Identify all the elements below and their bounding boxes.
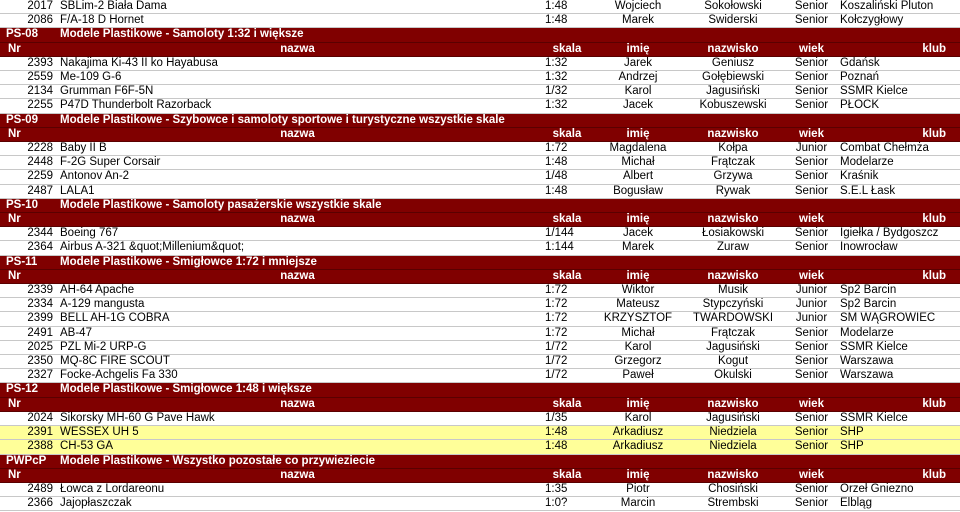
cell-klub: ŚSMR Kielce [837,85,960,99]
cell-klub: Modelarze [837,326,960,340]
cell-nr: 2364 [0,241,57,255]
cell-nazwisko: Jagusiński [680,85,786,99]
cell-imie: Magdalena [596,142,680,156]
cell-nazwa: SBLim-2 Biała Dama [57,0,538,14]
cell-nr: 2024 [0,411,57,425]
cell-imie: Wojciech [596,0,680,14]
category-row [0,454,960,468]
header-nazwisko: nazwisko [680,468,786,482]
header-nazwisko: nazwisko [680,127,786,141]
header-klub: klub [837,42,960,56]
cell-nr: 2350 [0,355,57,369]
cell-wiek: Senior [786,426,837,440]
cell-skala: 1:72 [538,142,596,156]
table-row [0,85,960,99]
cell-wiek: Senior [786,241,837,255]
header-skala: skala [538,42,596,56]
cell-nazwisko: Niedziela [680,440,786,454]
header-wiek: wiek [786,468,837,482]
cell-klub: Koszaliński Pluton [837,0,960,14]
table-row [0,56,960,70]
cell-wiek: Junior [786,284,837,298]
cell-imie: Michał [596,156,680,170]
cell-wiek: Senior [786,71,837,85]
cell-nr: 2487 [0,184,57,198]
cell-imie: Jacek [596,99,680,113]
cell-wiek: Senior [786,355,837,369]
category-code: PWPcP [0,454,57,468]
header-imie: imię [596,468,680,482]
table-row [0,411,960,425]
cell-nazwisko: Rywak [680,184,786,198]
category-title: Modele Plastikowe - Samoloty pasażerskie wszystkie skale [57,198,960,212]
table-row [0,355,960,369]
cell-nazwisko: Frątczak [680,156,786,170]
cell-skala: 1:48 [538,426,596,440]
cell-nazwa: F-2G Super Corsair [57,156,538,170]
cell-klub: SM WĄGROWIEC [837,312,960,326]
column-header-row [0,269,960,283]
cell-klub: Sp2 Barcin [837,284,960,298]
header-nazwisko: nazwisko [680,397,786,411]
table-row [0,497,960,511]
cell-nazwa: P47D Thunderbolt Razorback [57,99,538,113]
column-header-row [0,468,960,482]
header-imie: imię [596,397,680,411]
cell-imie: Karol [596,411,680,425]
column-header-row [0,213,960,227]
cell-wiek: Senior [786,156,837,170]
column-header-row [0,42,960,56]
category-code: PS-11 [0,255,57,269]
cell-nr: 2025 [0,340,57,354]
table-row [0,99,960,113]
category-title: Modele Plastikowe - Śmigłowce 1:72 i mniejsze [57,255,960,269]
cell-nazwa: F/A-18 D Hornet [57,14,538,28]
header-wiek: wiek [786,127,837,141]
cell-klub: Modelarze [837,156,960,170]
cell-nr: 2489 [0,482,57,496]
cell-wiek: Senior [786,56,837,70]
table-row [0,312,960,326]
cell-nr: 2327 [0,369,57,383]
column-header-row [0,127,960,141]
cell-imie: Piotr [596,482,680,496]
cell-nazwa: CH-53 GA [57,440,538,454]
cell-skala: 1/35 [538,411,596,425]
cell-klub: SHP [837,440,960,454]
cell-nazwa: Me-109 G-6 [57,71,538,85]
cell-wiek: Senior [786,440,837,454]
header-wiek: wiek [786,42,837,56]
cell-nazwisko: TWARDOWSKI [680,312,786,326]
category-row [0,383,960,397]
cell-skala: 1:48 [538,14,596,28]
header-nazwisko: nazwisko [680,213,786,227]
cell-imie: Paweł [596,369,680,383]
cell-nazwisko: Kołpa [680,142,786,156]
cell-wiek: Junior [786,142,837,156]
cell-klub: Warszawa [837,355,960,369]
cell-imie: Karol [596,85,680,99]
cell-imie: Albert [596,170,680,184]
cell-skala: 1:144 [538,241,596,255]
cell-klub: Kraśnik [837,170,960,184]
cell-skala: 1:0? [538,497,596,511]
table-row [0,440,960,454]
cell-nazwa: AB-47 [57,326,538,340]
cell-skala: 1/48 [538,170,596,184]
cell-imie: Michał [596,326,680,340]
cell-nazwisko: Łosiakowski [680,227,786,241]
cell-wiek: Senior [786,497,837,511]
cell-klub: Inowrocław [837,241,960,255]
cell-wiek: Junior [786,312,837,326]
cell-nazwa: MQ-8C FIRE SCOUT [57,355,538,369]
category-title: Modele Plastikowe - Samoloty 1:32 i większe [57,28,960,42]
header-wiek: wiek [786,269,837,283]
cell-imie: Marek [596,241,680,255]
header-nazwa: nazwa [57,213,538,227]
header-klub: klub [837,397,960,411]
cell-imie: Karol [596,340,680,354]
cell-klub: SHP [837,426,960,440]
table-row [0,284,960,298]
cell-skala: 1:35 [538,482,596,496]
cell-skala: 1:72 [538,312,596,326]
cell-imie: Arkadiusz [596,440,680,454]
cell-nazwisko: Geniusz [680,56,786,70]
cell-wiek: Senior [786,0,837,14]
cell-nr: 2491 [0,326,57,340]
category-row [0,198,960,212]
cell-nazwa: Jajopłaszczak [57,497,538,511]
cell-nazwisko: Chosiński [680,482,786,496]
cell-klub: Warszawa [837,369,960,383]
cell-imie: Jarek [596,56,680,70]
cell-nr: 2259 [0,170,57,184]
cell-imie: Marcin [596,497,680,511]
cell-skala: 1:72 [538,298,596,312]
cell-nr: 2559 [0,71,57,85]
cell-klub: Gdańsk [837,56,960,70]
cell-skala: 1:48 [538,156,596,170]
cell-klub: ŚSMR Kielce [837,411,960,425]
cell-nazwisko: Gołębiewski [680,71,786,85]
cell-imie: Marek [596,14,680,28]
cell-nr: 2228 [0,142,57,156]
header-nr: Nr [0,213,57,227]
table-row [0,227,960,241]
category-row [0,255,960,269]
table-row [0,298,960,312]
cell-nazwa: Focke-Achgelis Fa 330 [57,369,538,383]
cell-wiek: Senior [786,99,837,113]
cell-nazwisko: Kogut [680,355,786,369]
cell-skala: 1:72 [538,326,596,340]
cell-wiek: Senior [786,170,837,184]
cell-wiek: Senior [786,369,837,383]
cell-imie: KRZYSZTOF [596,312,680,326]
cell-nazwa: PZL Mi-2 URP-G [57,340,538,354]
cell-skala: 1/72 [538,340,596,354]
table-row [0,340,960,354]
cell-nazwa: Sikorsky MH-60 G Pave Hawk [57,411,538,425]
cell-nazwisko: Jagusiński [680,411,786,425]
column-header-row [0,397,960,411]
cell-nr: 2086 [0,14,57,28]
table-row [0,156,960,170]
cell-wiek: Senior [786,227,837,241]
cell-nazwisko: Świderski [680,14,786,28]
category-code: PS-08 [0,28,57,42]
cell-nr: 2391 [0,426,57,440]
cell-nazwisko: Niedziela [680,426,786,440]
table-row [0,184,960,198]
cell-imie: Grzegorz [596,355,680,369]
cell-nr: 2388 [0,440,57,454]
header-klub: klub [837,269,960,283]
cell-nazwisko: Grzywa [680,170,786,184]
header-skala: skala [538,269,596,283]
cell-nazwisko: Jagusiński [680,340,786,354]
cell-klub: Sp2 Barcin [837,298,960,312]
header-imie: imię [596,127,680,141]
table-row [0,170,960,184]
cell-nazwa: A-129 mangusta [57,298,538,312]
category-title: Modele Plastikowe - Wszystko pozostałe co przywieziecie [57,454,960,468]
cell-nazwa: Airbus A-321 &quot;Millenium&quot; [57,241,538,255]
header-nazwisko: nazwisko [680,269,786,283]
cell-nazwa: Łowca z Lordareonu [57,482,538,496]
table-row [0,0,960,14]
cell-nr: 2017 [0,0,57,14]
cell-imie: Andrzej [596,71,680,85]
category-row [0,28,960,42]
header-nr: Nr [0,127,57,141]
cell-skala: 1/72 [538,369,596,383]
header-nr: Nr [0,397,57,411]
cell-klub: Combat Chełmża [837,142,960,156]
cell-nazwa: LALA1 [57,184,538,198]
cell-wiek: Senior [786,14,837,28]
cell-nr: 2134 [0,85,57,99]
cell-klub: S.E.L Łask [837,184,960,198]
cell-nr: 2399 [0,312,57,326]
category-title: Modele Plastikowe - Szybowce i samoloty sportowe i turystyczne wszystkie skale [57,113,960,127]
cell-nr: 2366 [0,497,57,511]
header-klub: klub [837,468,960,482]
cell-skala: 1:32 [538,71,596,85]
cell-nazwa: Grumman F6F-5N [57,85,538,99]
category-row [0,113,960,127]
cell-klub: Elbląg [837,497,960,511]
cell-imie: Bogusław [596,184,680,198]
cell-nazwisko: Sokołowski [680,0,786,14]
cell-wiek: Senior [786,482,837,496]
header-imie: imię [596,213,680,227]
cell-klub: Orzeł Gniezno [837,482,960,496]
header-klub: klub [837,127,960,141]
header-klub: klub [837,213,960,227]
cell-nazwisko: Żuraw [680,241,786,255]
cell-imie: Mateusz [596,298,680,312]
cell-nr: 2255 [0,99,57,113]
cell-nazwa: AH-64 Apache [57,284,538,298]
table-row [0,426,960,440]
header-wiek: wiek [786,397,837,411]
cell-nazwisko: Musik [680,284,786,298]
cell-klub: PŁOCK [837,99,960,113]
header-nr: Nr [0,468,57,482]
cell-imie: Arkadiusz [596,426,680,440]
table-row [0,241,960,255]
header-nazwisko: nazwisko [680,42,786,56]
cell-nazwisko: Stypczyński [680,298,786,312]
cell-nazwa: Boeing 767 [57,227,538,241]
cell-nazwisko: Okulski [680,369,786,383]
header-skala: skala [538,127,596,141]
cell-imie: Wiktor [596,284,680,298]
table-row [0,142,960,156]
cell-nr: 2393 [0,56,57,70]
header-nazwa: nazwa [57,269,538,283]
cell-nazwa: Nakajima Ki-43 II ko Hayabusa [57,56,538,70]
cell-wiek: Junior [786,298,837,312]
cell-skala: 1:48 [538,440,596,454]
cell-skala: 1/144 [538,227,596,241]
header-nr: Nr [0,269,57,283]
cell-nr: 2448 [0,156,57,170]
table-row [0,326,960,340]
cell-nazwa: BELL AH-1G COBRA [57,312,538,326]
cell-skala: 1/32 [538,85,596,99]
header-skala: skala [538,468,596,482]
cell-nr: 2344 [0,227,57,241]
cell-klub: Kołczygłowy [837,14,960,28]
table-row [0,71,960,85]
table-row [0,369,960,383]
cell-nazwa: Baby II B [57,142,538,156]
category-code: PS-12 [0,383,57,397]
header-nazwa: nazwa [57,42,538,56]
header-nazwa: nazwa [57,397,538,411]
header-nr: Nr [0,42,57,56]
cell-wiek: Senior [786,184,837,198]
table-row [0,14,960,28]
cell-nazwisko: Strembski [680,497,786,511]
cell-skala: 1:32 [538,99,596,113]
cell-skala: 1:48 [538,184,596,198]
cell-nazwa: Antonov An-2 [57,170,538,184]
header-nazwa: nazwa [57,127,538,141]
header-imie: imię [596,269,680,283]
header-wiek: wiek [786,213,837,227]
cell-klub: Igiełka / Bydgoszcz [837,227,960,241]
cell-wiek: Senior [786,85,837,99]
cell-wiek: Senior [786,411,837,425]
cell-wiek: Senior [786,340,837,354]
cell-klub: Poznań [837,71,960,85]
cell-nr: 2339 [0,284,57,298]
table-row [0,482,960,496]
header-nazwa: nazwa [57,468,538,482]
category-code: PS-09 [0,113,57,127]
cell-skala: 1:32 [538,56,596,70]
header-skala: skala [538,397,596,411]
cell-nr: 2334 [0,298,57,312]
cell-skala: 1:48 [538,0,596,14]
cell-nazwa: WESSEX UH 5 [57,426,538,440]
cell-klub: ŚSMR Kielce [837,340,960,354]
cell-imie: Jacek [596,227,680,241]
header-imie: imię [596,42,680,56]
cell-skala: 1/72 [538,355,596,369]
category-title: Modele Plastikowe - Śmigłowce 1:48 i większe [57,383,960,397]
cell-nazwisko: Kobuszewski [680,99,786,113]
cell-wiek: Senior [786,326,837,340]
cell-nazwisko: Frątczak [680,326,786,340]
category-code: PS-10 [0,198,57,212]
cell-skala: 1:72 [538,284,596,298]
header-skala: skala [538,213,596,227]
